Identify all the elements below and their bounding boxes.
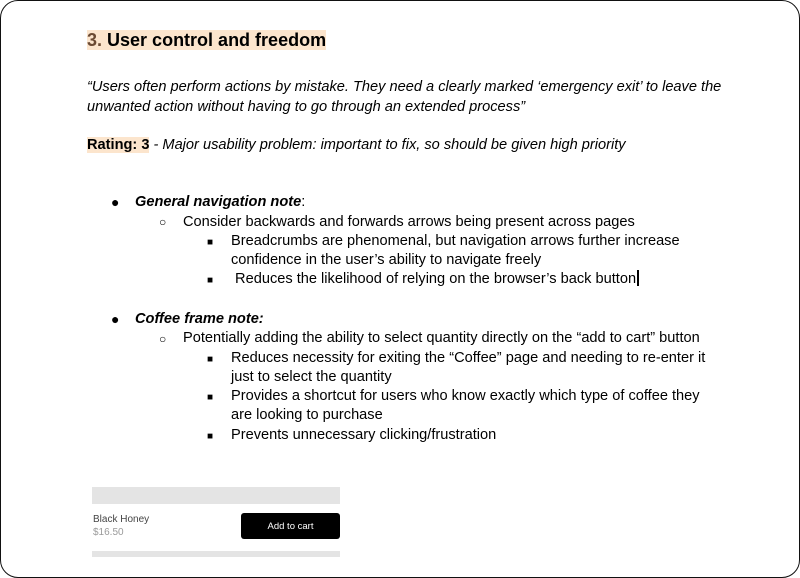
bullet-square-icon: ■	[207, 354, 214, 365]
rating-description: - Major usability problem: important to fix, so should be given high priority	[149, 137, 626, 153]
add-to-cart-button[interactable]: Add to cart	[241, 513, 340, 539]
text-cursor	[637, 270, 639, 286]
note-detail-continued: confidence in the user’s ability to navigate freely	[231, 252, 542, 268]
bullet-square-icon: ■	[207, 275, 214, 286]
bullet-disc-icon: ●	[111, 194, 120, 210]
note-subpoint: Potentially adding the ability to select quantity directly on the “add to cart” button	[183, 330, 700, 346]
heuristic-quote: “Users often perform actions by mistake. They need a clearly marked ‘emergency exit’ to leave the unwanted action without having to go through an extended process”	[87, 79, 722, 115]
note-detail-continued: just to select the quantity	[231, 369, 392, 385]
note-detail[interactable]: Reduces the likelihood of relying on the browser’s back button	[231, 270, 639, 289]
product-name: Black Honey	[93, 514, 150, 525]
note-detail: Provides a shortcut for users who know exactly which type of coffee they	[231, 388, 700, 404]
heading-number: 3.	[87, 30, 103, 50]
bullet-disc-icon: ●	[111, 311, 120, 327]
note-detail-continued: are looking to purchase	[231, 407, 383, 423]
heading-title: User control and freedom	[107, 30, 327, 50]
note-detail: Breadcrumbs are phenomenal, but navigation arrows further increase	[231, 233, 680, 249]
product-price: $16.50	[93, 527, 124, 538]
section-heading	[87, 29, 326, 51]
bullet-square-icon: ■	[207, 237, 214, 248]
rating-line	[87, 135, 767, 155]
note-title: General navigation note:	[135, 194, 306, 210]
bullet-circle-icon: ○	[159, 215, 167, 229]
note-title: Coffee frame note:	[135, 311, 264, 327]
placeholder-bar	[92, 551, 340, 557]
bullet-square-icon: ■	[207, 392, 214, 403]
note-subpoint: Consider backwards and forwards arrows being present across pages	[183, 214, 635, 230]
placeholder-bar	[92, 487, 340, 504]
product-card-preview	[92, 487, 340, 559]
note-detail: Reduces necessity for exiting the “Coffee” page and needing to re-enter it	[231, 350, 706, 366]
note-detail: Prevents unnecessary clicking/frustration	[231, 427, 497, 443]
bullet-square-icon: ■	[207, 431, 214, 442]
rating-label: Rating: 3	[87, 137, 150, 153]
bullet-circle-icon: ○	[159, 332, 167, 346]
